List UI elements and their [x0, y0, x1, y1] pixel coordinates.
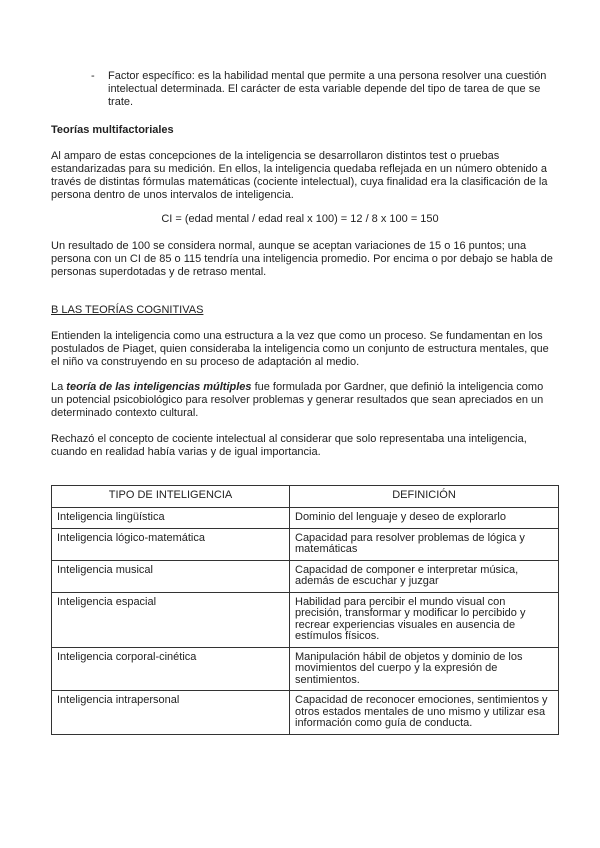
table-header-row	[52, 486, 559, 508]
p2-rest: fue formulada por Gardner, que definió la inteligencia como un potencial psicobiológico para resolver problemas y generar resultados que sean apreciados en un determinado contexto cultural.	[51, 381, 544, 419]
section-title-cognitive: B LAS TEORÍAS COGNITIVAS	[51, 304, 204, 316]
paragraph-multiple-intelligences	[51, 381, 556, 420]
table-row	[52, 508, 559, 529]
cell-definition: Habilidad para percibir el mundo visual con precisión, transformar y modificar lo percibido y recrear experiencias visuales en ausencia de estímulos físicos.	[290, 592, 559, 647]
cell-type: Inteligencia lingüística	[52, 508, 290, 529]
table-row	[52, 560, 559, 592]
paragraph-iq-rejection: Rechazó el concepto de cociente intelectual al considerar que solo representaba una inteligencia, cuando en realidad había varias y de igual importancia.	[51, 433, 527, 458]
multiple-intelligences-term: teoría de las inteligencias múltiples	[66, 381, 252, 393]
header-definition: DEFINICIÓN	[290, 486, 559, 508]
cell-type: Inteligencia intrapersonal	[52, 691, 290, 735]
cell-definition: Manipulación hábil de objetos y dominio de los movimientos del cuerpo y la expresión de sentimientos.	[290, 647, 559, 691]
heading-multifactorial: Teorías multifactoriales	[51, 124, 174, 136]
table-row	[52, 528, 559, 560]
cell-type: Inteligencia lógico-matemática	[52, 528, 290, 560]
cell-definition: Capacidad de reconocer emociones, sentimientos y otros estados mentales de uno mismo y utilizar esa información como guía de conducta.	[290, 691, 559, 735]
bullet-dash: -	[91, 70, 95, 82]
table-row	[52, 647, 559, 691]
cell-type: Inteligencia espacial	[52, 592, 290, 647]
paragraph-cognitive-structure: Entienden la inteligencia como una estructura a la vez que como un proceso. Se fundamentan en los postulados de Piaget, quien consideraba la inteligencia como un conjunto de estructura mentales, que el niño va construyendo en su proceso de adaptación al medio.	[51, 330, 549, 368]
cell-definition: Dominio del lenguaje y deseo de explorarlo	[290, 508, 559, 529]
cell-definition: Capacidad para resolver problemas de lógica y matemáticas	[290, 528, 559, 560]
table-row	[52, 592, 559, 647]
p2-prefix: La	[51, 381, 67, 393]
cell-type: Inteligencia corporal-cinética	[52, 647, 290, 691]
bullet-text: Factor específico: es la habilidad mental que permite a una persona resolver una cuestión intelectual determinada. El carácter de esta variable depende del tipo de tarea de que se trate.	[108, 70, 547, 108]
paragraph-test-measurement: Al amparo de estas concepciones de la inteligencia se desarrollaron distintos test o pruebas estandarizadas para su medición. En ellos, la inteligencia quedaba reflejada en un número obtenido a través de distintas fórmulas matemáticas (cociente intelectual), cuya finalidad era la clasificación de la persona dentro de unos intervalos de inteligencia.	[51, 150, 548, 201]
intelligence-types-table	[51, 485, 559, 735]
paragraph-iq-result: Un resultado de 100 se considera normal, aunque se aceptan variaciones de 15 o 16 puntos; una persona con un CI de 85 o 115 tendría una inteligencia promedio. Por encima o por debajo se habla de personas superdotadas y de retraso mental.	[51, 240, 553, 278]
header-type: TIPO DE INTELIGENCIA	[52, 486, 290, 508]
iq-formula: CI = (edad mental / edad real x 100) = 12 / 8 x 100 = 150	[161, 213, 439, 225]
table-row	[52, 691, 559, 735]
bullet-item-specific-factor	[91, 70, 551, 109]
cell-definition: Capacidad de componer e interpretar música, además de escuchar y juzgar	[290, 560, 559, 592]
cell-type: Inteligencia musical	[52, 560, 290, 592]
